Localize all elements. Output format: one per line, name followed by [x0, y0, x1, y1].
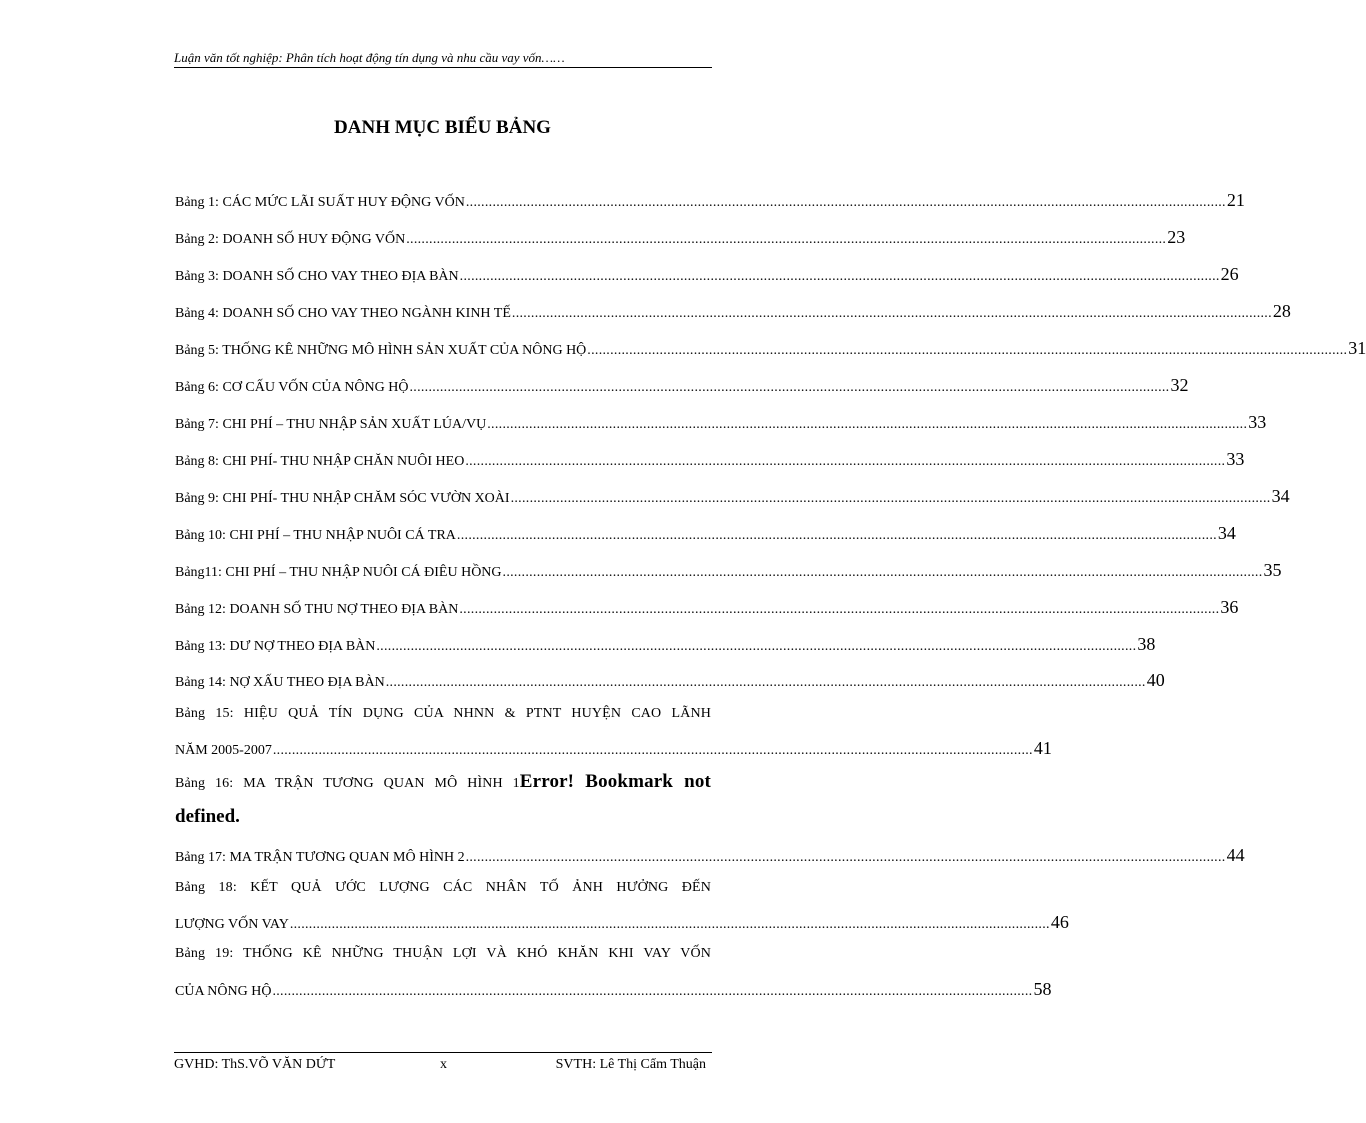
dot-leader: ........................................................................................................................................................................................................: [465, 850, 1226, 865]
toc-entry-page: 32: [1170, 375, 1189, 395]
toc-entry-label: Bảng 4: DOANH SỐ CHO VAY THEO NGÀNH KINH TẾ: [175, 306, 511, 321]
toc-entry-14[interactable]: [175, 670, 1165, 691]
toc-entry-label: CỦA NÔNG HỘ: [175, 984, 272, 999]
toc-entry-16[interactable]: [175, 771, 711, 793]
page-title: DANH MỤC BIỂU BẢNG: [334, 117, 551, 138]
dot-leader: ........................................................................................................................................................................................................: [465, 195, 1226, 210]
dot-leader: ........................................................................................................................................................................................................: [502, 565, 1263, 580]
toc-entry-18-line1[interactable]: Bảng 18: KẾT QUẢ ƯỚC LƯỢNG CÁC NHÂN TỐ ẢNH HƯỞNG ĐẾN: [175, 880, 711, 895]
toc-entry-page: 36: [1220, 597, 1239, 617]
dot-leader: ........................................................................................................................................................................................................: [409, 380, 1170, 395]
toc-entry-8[interactable]: [175, 449, 1245, 470]
toc-entry-label: Bảng 2: DOANH SỐ HUY ĐỘNG VỐN: [175, 232, 406, 247]
toc-entry-label: Bảng 9: CHI PHÍ- THU NHẬP CHĂM SÓC VƯỜN XOÀI: [175, 491, 510, 506]
toc-entry-page: 23: [1167, 227, 1186, 247]
footer-page-number: x: [440, 1057, 447, 1072]
toc-entry-label: Bảng 10: CHI PHÍ – THU NHẬP NUÔI CÁ TRA: [175, 528, 456, 543]
toc-entry-label: Bảng 1: CÁC MỨC LÃI SUẤT HUY ĐỘNG VỐN: [175, 195, 465, 210]
dot-leader: ........................................................................................................................................................................................................: [406, 232, 1167, 247]
toc-entry-page: 46: [1050, 912, 1069, 932]
toc-entry-label: LƯỢNG VỐN VAY: [175, 917, 289, 932]
toc-entry-label: Bảng 3: DOANH SỐ CHO VAY THEO ĐỊA BÀN: [175, 269, 459, 284]
toc-entry-18-line2[interactable]: [175, 912, 1069, 933]
toc-entry-4[interactable]: [175, 301, 1291, 322]
toc-entry-page: 40: [1146, 670, 1165, 690]
toc-entry-page: 21: [1226, 190, 1245, 210]
toc-entry-1[interactable]: [175, 190, 1245, 211]
toc-entry-15-line1[interactable]: Bảng 15: HIỆU QUẢ TÍN DỤNG CỦA NHNN & PTNT HUYỆN CAO LÃNH: [175, 706, 711, 721]
toc-entry-10[interactable]: [175, 523, 1236, 544]
toc-entry-page: 35: [1263, 560, 1282, 580]
running-header: [174, 50, 712, 68]
dot-leader: ........................................................................................................................................................................................................: [272, 984, 1033, 999]
dot-leader: ........................................................................................................................................................................................................: [510, 491, 1271, 506]
bookmark-error-continued: defined.: [175, 806, 240, 827]
toc-entry-7[interactable]: [175, 412, 1267, 433]
dot-leader: ........................................................................................................................................................................................................: [459, 602, 1220, 617]
toc-entry-17[interactable]: [175, 845, 1245, 866]
toc-entry-label: NĂM 2005-2007: [175, 743, 272, 758]
header-text: Luận văn tốt nghiệp: Phân tích hoạt động tín dụng và nhu cầu vay vốn……: [174, 50, 565, 65]
toc-entry-page: 26: [1220, 264, 1239, 284]
dot-leader: ........................................................................................................................................................................................................: [459, 269, 1220, 284]
toc-entry-19-line2[interactable]: [175, 979, 1052, 1000]
toc-entry-label: Bảng 13: DƯ NỢ THEO ĐỊA BÀN: [175, 639, 376, 654]
toc-entry-page: 41: [1033, 738, 1052, 758]
toc-entry-13[interactable]: [175, 634, 1156, 655]
bookmark-error-text: Error! Bookmark not: [519, 771, 711, 792]
toc-entry-15-line2[interactable]: [175, 738, 1052, 759]
page-footer: [174, 1052, 712, 1077]
toc-entry-label: Bảng 17: MA TRẬN TƯƠNG QUAN MÔ HÌNH 2: [175, 850, 465, 865]
toc-entry-19-line1[interactable]: Bảng 19: THỐNG KÊ NHỮNG THUẬN LỢI VÀ KHÓ KHĂN KHI VAY VỐN: [175, 946, 711, 961]
toc-entry-11[interactable]: [175, 560, 1282, 581]
dot-leader: ........................................................................................................................................................................................................: [456, 528, 1217, 543]
toc-entry-page: 38: [1137, 634, 1156, 654]
toc-entry-label: Bảng 14: NỢ XẤU THEO ĐỊA BÀN: [175, 675, 385, 690]
toc-entry-label: Bảng 5: THỐNG KÊ NHỮNG MÔ HÌNH SẢN XUẤT CỦA NÔNG HỘ: [175, 343, 587, 358]
dot-leader: ........................................................................................................................................................................................................: [385, 675, 1146, 690]
dot-leader: ........................................................................................................................................................................................................: [487, 417, 1248, 432]
toc-entry-label: Bảng 7: CHI PHÍ – THU NHẬP SẢN XUẤT LÚA/VỤ: [175, 417, 487, 432]
toc-entry-label: Bảng11: CHI PHÍ – THU NHẬP NUÔI CÁ ĐIÊU HỒNG: [175, 565, 502, 580]
dot-leader: ........................................................................................................................................................................................................: [587, 343, 1348, 358]
toc-entry-page: 34: [1271, 486, 1290, 506]
toc-entry-12[interactable]: [175, 597, 1239, 618]
toc-entry-3[interactable]: [175, 264, 1239, 285]
toc-entry-2[interactable]: [175, 227, 1186, 248]
dot-leader: ........................................................................................................................................................................................................: [289, 917, 1050, 932]
toc-entry-9[interactable]: [175, 486, 1290, 507]
dot-leader: ........................................................................................................................................................................................................: [272, 743, 1033, 758]
toc-entry-page: 33: [1226, 449, 1245, 469]
dot-leader: ........................................................................................................................................................................................................: [376, 639, 1137, 654]
toc-entry-6[interactable]: [175, 375, 1189, 396]
toc-entry-label: Bảng 12: DOANH SỐ THU NỢ THEO ĐỊA BÀN: [175, 602, 459, 617]
toc-entry-page: 31: [1348, 338, 1366, 358]
toc-entry-page: 34: [1217, 523, 1236, 543]
footer-student: SVTH: Lê Thị Cẩm Thuận: [555, 1057, 706, 1072]
footer-advisor: GVHD: ThS.VÕ VĂN DỨT: [174, 1057, 336, 1072]
dot-leader: ........................................................................................................................................................................................................: [465, 454, 1226, 469]
toc-entry-label: Bảng 16: MA TRẬN TƯƠNG QUAN MÔ HÌNH 1: [175, 776, 520, 791]
toc-entry-page: 28: [1272, 301, 1291, 321]
toc-entry-page: 58: [1033, 979, 1052, 999]
toc-entry-label: Bảng 8: CHI PHÍ- THU NHẬP CHĂN NUÔI HEO: [175, 454, 465, 469]
toc-entry-page: 33: [1248, 412, 1267, 432]
toc-entry-label: Bảng 6: CƠ CẤU VỐN CỦA NÔNG HỘ: [175, 380, 409, 395]
toc-entry-page: 44: [1226, 845, 1245, 865]
dot-leader: ........................................................................................................................................................................................................: [511, 306, 1272, 321]
toc-entry-5[interactable]: [175, 338, 1366, 359]
